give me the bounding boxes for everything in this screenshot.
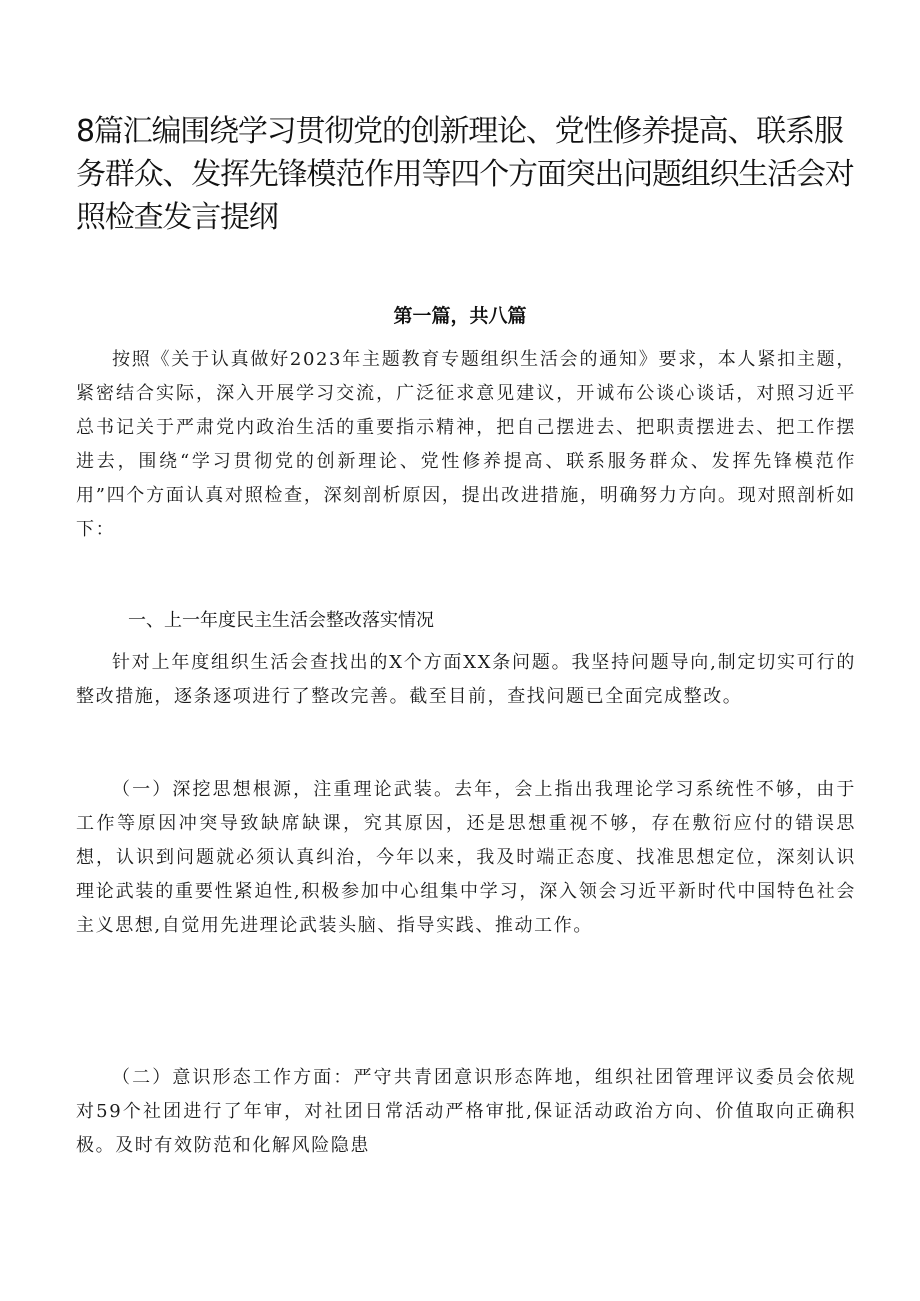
section-heading-1: 一、上一年度民主生活会整改落实情况 — [128, 610, 434, 631]
intro-paragraph: 按照《关于认真做好2023年主题教育专题组织生活会的通知》要求，本人紧扣主题，紧密结合实际，深入开展学习交流，广泛征求意见建议，开诚布公谈心谈话，对照习近平总书记关于严肃党内政治生活的重要指示精神，把自己摆进去、把职责摆进去、把工作摆进去，围绕“学习贯彻党的创新理论、党性修养提高、联系服务群众、发挥先锋模范作用”四个方面认真对照检查，深刻剖析原因，提出改进措施，明确努力方向。现对照剖析如下： — [76, 349, 856, 540]
theory-study-paragraph: （一）深挖思想根源，注重理论武装。去年，会上指出我理论学习系统性不够，由于工作等原因冲突导致缺席缺课，究其原因，还是思想重视不够，存在敷衍应付的错误思想，认识到问题就必须认真纠治，今年以来，我及时端正态度、找准思想定位，深刻认识理论武装的重要性紧迫性,积极参加中心组集中学习，深入领会习近平新时代中国特色社会主义思想,自觉用先进理论武装头脑、指导实践、推动工作。 — [76, 779, 856, 936]
rectification-paragraph: 针对上年度组织生活会查找出的X个方面XX条问题。我坚持问题导向,制定切实可行的整改措施，逐条逐项进行了整改完善。截至目前，查找问题已全面完成整改。 — [76, 652, 856, 707]
document-title: 8篇汇编围绕学习贯彻党的创新理论、党性修养提高、联系服务群众、发挥先锋模范作用等四个方面突出问题组织生活会对照检查发言提纲 — [76, 114, 854, 235]
ideology-work-paragraph: （二）意识形态工作方面：严守共青团意识形态阵地，组织社团管理评议委员会依规对59个社团进行了年审，对社团日常活动严格审批,保证活动政治方向、价值取向正确积极。及时有效防范和化解风险隐患 — [76, 1067, 856, 1156]
part-heading: 第一篇，共八篇 — [393, 305, 527, 327]
